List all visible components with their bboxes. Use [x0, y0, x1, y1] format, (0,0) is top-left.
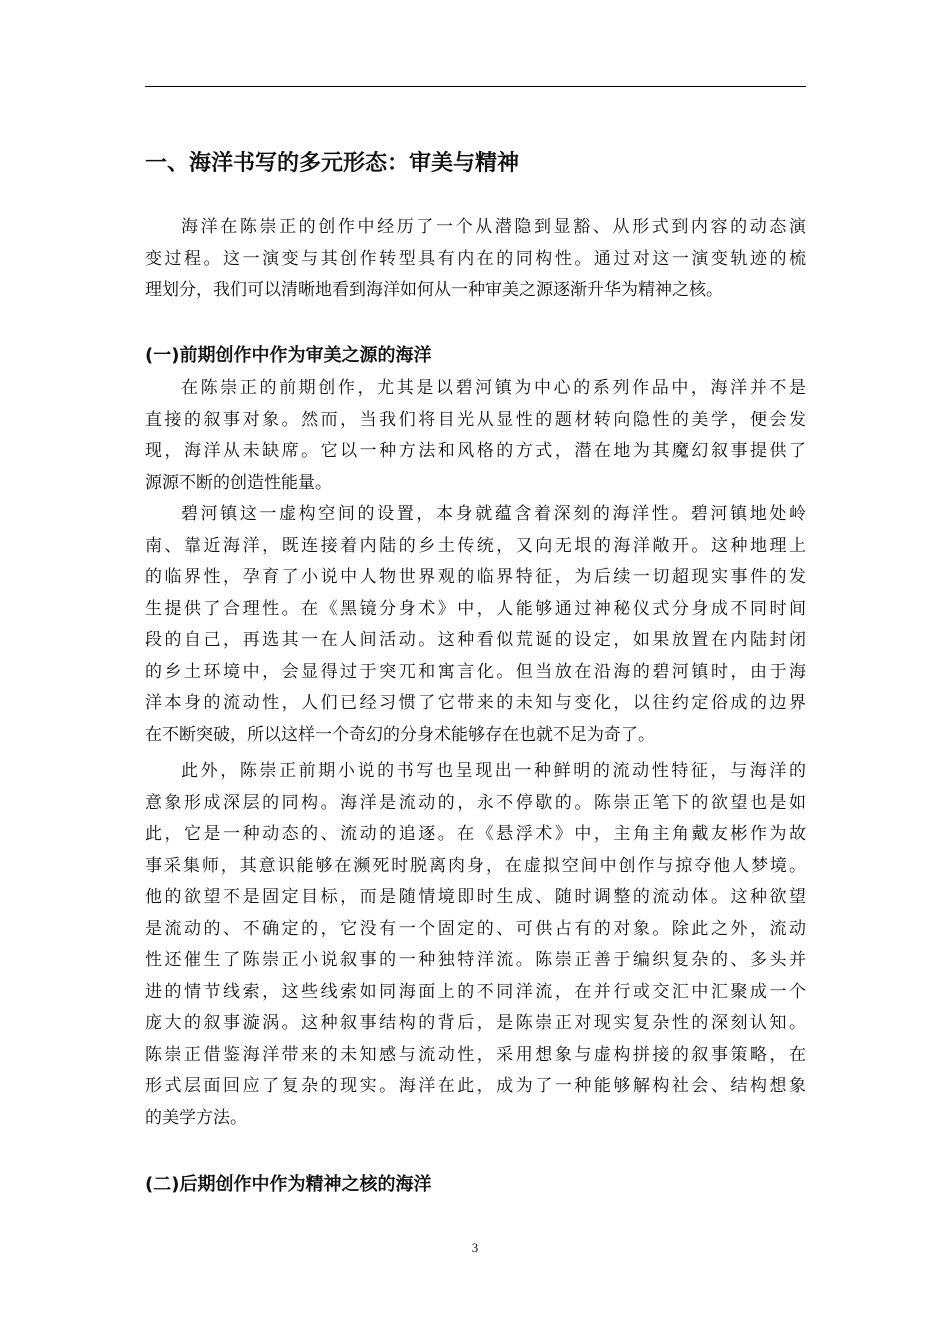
text-line: 的乡土环境中，会显得过于突兀和寓言化。但当放在沿海的碧河镇时，由于海 [145, 661, 806, 682]
text-line: 事采集师，其意识能够在濒死时脱离肉身，在虚拟空间中创作与掠夺他人梦境。 [145, 855, 806, 876]
text-line: 形式层面回应了复杂的现实。海洋在此，成为了一种能够解构社会、结构想象 [145, 1076, 806, 1096]
paragraph-1 [145, 373, 806, 499]
text-line: 现，海洋从未缺席。它以一种方法和风格的方式，潜在地为其魔幻叙事提供了 [145, 441, 806, 461]
section-title: 一、海洋书写的多元形态：审美与精神 [145, 151, 520, 176]
text-line: 洋本身的流动性，人们已经习惯了它带来的未知与变化，以往约定俗成的边界 [145, 693, 806, 713]
text-line: 直接的叙事对象。然而，当我们将目光从显性的题材转向隐性的美学，便会发 [145, 409, 806, 430]
text-line: 意象形成深层的同构。海洋是流动的，永不停歇的。陈崇正笔下的欲望也是如 [145, 792, 806, 813]
text-line: 此，它是一种动态的、流动的追逐。在《悬浮术》中，主角主角戴友彬作为故 [145, 824, 806, 844]
header-rule [145, 86, 806, 87]
intro-paragraph [145, 212, 806, 307]
text-line: 海洋在陈崇正的创作中经历了一个从潜隐到显豁、从形式到内容的动态演 [181, 217, 806, 237]
text-line: 南、靠近海洋，既连接着内陆的乡土传统，又向无垠的海洋敞开。这种地理上 [145, 535, 806, 556]
text-line: 理划分，我们可以清晰地看到海洋如何从一种审美之源逐渐升华为精神之核。 [145, 280, 723, 300]
text-line: 是流动的、不确定的，它没有一个固定的、可供占有的对象。除此之外，流动 [145, 918, 806, 939]
text-line: 的美学方法。 [145, 1107, 247, 1128]
subsection-title-2: (二)后期创作中作为精神之核的海洋 [145, 1174, 432, 1195]
text-line: 源源不断的创造性能量。 [145, 472, 332, 493]
page-number: 3 [471, 1240, 479, 1255]
text-line: 陈崇正借鉴海洋带来的未知感与流动性，采用想象与虚构拼接的叙事策略，在 [145, 1044, 806, 1065]
text-line: 生提供了合理性。在《黑镜分身术》中，人能够通过神秘仪式分身成不同时间 [145, 598, 806, 619]
text-line: 的临界性，孕育了小说中人物世界观的临界特征，为后续一切超现实事件的发 [145, 567, 806, 587]
text-line: 在陈崇正的前期创作，尤其是以碧河镇为中心的系列作品中，海洋并不是 [181, 378, 806, 398]
text-line: 变过程。这一演变与其创作转型具有内在的同构性。通过对这一演变轨迹的梳 [145, 248, 806, 269]
text-line: 进的情节线索，这些线索如同海面上的不同洋流，在并行或交汇中汇聚成一个 [145, 981, 806, 1002]
text-line: 庞大的叙事漩涡。这种叙事结构的背后，是陈崇正对现实复杂性的深刻认知。 [145, 1013, 806, 1033]
subsection-title-1: (一)前期创作中作为审美之源的海洋 [145, 345, 432, 366]
paragraph-2 [145, 499, 806, 751]
text-line: 碧河镇这一虚构空间的设置，本身就蕴含着深刻的海洋性。碧河镇地处岭 [181, 504, 806, 524]
paragraph-3 [145, 756, 806, 1134]
text-line: 在不断突破，所以这样一个奇幻的分身术能够存在也就不足为奇了。 [145, 724, 655, 745]
text-line: 他的欲望不是固定目标，而是随情境即时生成、随时调整的流动体。这种欲望 [145, 887, 806, 907]
text-line: 段的自己，再选其一在人间活动。这种看似荒诞的设定，如果放置在内陆封闭 [145, 630, 806, 650]
text-line: 性还催生了陈崇正小说叙事的一种独特洋流。陈崇正善于编织复杂的、多头并 [145, 950, 806, 970]
text-line: 此外，陈崇正前期小说的书写也呈现出一种鲜明的流动性特征，与海洋的 [181, 761, 806, 781]
